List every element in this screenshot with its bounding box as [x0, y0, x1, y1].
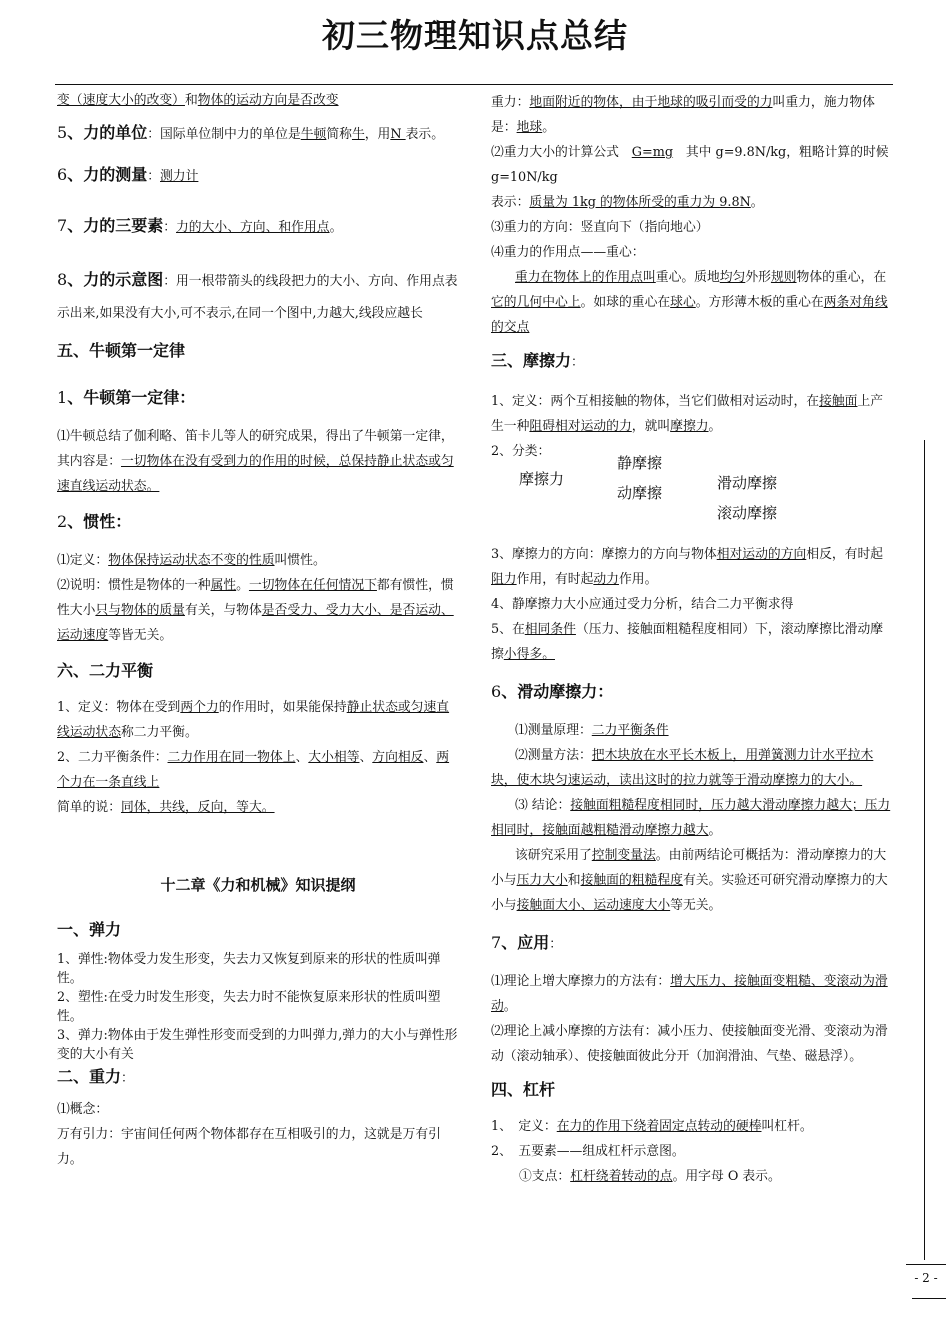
heading-newton-first-law: 1、牛顿第一定律：: [57, 388, 196, 407]
gravity-meaning: 表示：质量为 1kg 的物体所受的重力为 9.8N。: [491, 195, 764, 210]
measure-principle: ⑴测量原理：二力平衡条件: [515, 723, 669, 738]
balance-summary: 简单的说：同体，共线，反向，等大。: [57, 800, 275, 815]
static-friction: 4、静摩擦力大小应通过受力分析，结合二力平衡求得: [491, 597, 794, 612]
force-diagram: 8、力的示意图：用一根带箭头的线段把力的大小、方向、作用点表示出来,如果没有大小,可不表示,在同一个图中,力越大,线段应越长: [57, 270, 458, 321]
friction-classification: [491, 454, 893, 542]
elasticity: 1、弹性:物体受力发生形变，失去力又恢复到原来的形状的性质叫弹性。: [57, 952, 441, 986]
margin-line: [924, 440, 925, 1260]
inertia-definition: ⑴定义：物体保持运动状态不变的性质叫惯性。: [57, 553, 326, 568]
page-number-underline: [912, 1298, 946, 1299]
class-rolling: 滚动摩擦: [717, 504, 778, 522]
gravity-direction: ⑶重力的方向：竖直向下（指向地心）: [491, 220, 709, 235]
increase-friction: ⑴理论上增大摩擦力的方法有：增大压力、接触面变粗糙、变滚动为滑动。: [491, 974, 888, 1014]
plasticity: 2、塑性:在受力时发生形变，失去力时不能恢复原来形状的性质叫塑性。: [57, 990, 441, 1024]
gravity-definition: 重力：地面附近的物体，由于地球的吸引而受的力叫重力，施力物体是：地球。: [491, 95, 875, 135]
friction-definition: 1、定义：两个互相接触的物体，当它们做相对运动时，在接触面上产生一种阻碍相对运动的力，就叫摩擦力。: [491, 394, 884, 434]
section-newton-first-law: 五、牛顿第一定律: [57, 341, 186, 360]
rolling-vs-sliding: 5、在相同条件（压力、接触面粗糙程度相同）下，滚动摩擦比滑动摩擦小得多。: [491, 622, 884, 662]
class-sliding: 滑动摩擦: [717, 474, 778, 492]
section-elastic-force: 一、弹力: [57, 920, 122, 939]
heading-application: 7、应用：: [491, 933, 562, 952]
measure-conclusion: ⑶ 结论：接触面粗糙程度相同时，压力越大滑动摩擦力越大；压力相同时，接触面越粗糙滑动摩擦力越大。: [491, 798, 891, 838]
balance-conditions: 2、二力平衡条件：二力作用在同一物体上、大小相等、方向相反、两个力在一条直线上: [57, 750, 450, 790]
heading-sliding-friction: 6、滑动摩擦力：: [491, 682, 614, 701]
force-three-elements: 7、力的三要素：力的大小、方向、和作用点。: [57, 216, 343, 235]
class-kinetic: 动摩擦: [617, 484, 663, 502]
left-column: [57, 90, 459, 1172]
page-number: - 2 -: [906, 1264, 946, 1285]
force-measurement: 6、力的测量：测力计: [57, 165, 199, 184]
control-variable: 该研究采用了控制变量法。由前两结论可概括为：滑动摩擦力的大小与压力大小和接触面的粗糙程度有关。实验还可研究滑动摩擦力的大小与接触面大小、运动速度大小等无关。: [491, 848, 888, 913]
lever-fulcrum: ①支点：杠杆绕着转动的点。用字母 O 表示。: [519, 1169, 781, 1184]
chapter-title: 十二章《力和机械》知识提纲: [160, 876, 356, 894]
balance-definition: 1、定义：物体在受到两个力的作用时，如果能保持静止状态或匀速直线运动状态称二力平衡。: [57, 700, 450, 740]
force-unit: 5、力的单位：国际单位制中力的单位是牛顿简称牛，用N 表示。: [57, 123, 444, 142]
universal-gravitation: 万有引力：宇宙间任何两个物体都存在互相吸引的力，这就是万有引力。: [57, 1127, 441, 1167]
gravity-point: ⑷重力的作用点——重心：: [491, 245, 645, 260]
decrease-friction: ⑵理论上减小摩擦的方法有：减小压力、使接触面变光滑、变滚动为滑动（滚动轴承）、使接触面彼此分开（加润滑油、气垫、磁悬浮）。: [491, 1024, 888, 1064]
lever-five-elements: 2、 五要素——组成杠杆示意图。: [491, 1144, 685, 1159]
inertia-explanation: ⑵说明：惯性是物体的一种属性。一切物体在任何情况下都有惯性，惯性大小只与物体的质量有关，与物体是否受力、受力大小、是否运动、运动速度等皆无关。: [57, 578, 454, 643]
gravity-concept: ⑴概念：: [57, 1102, 109, 1117]
paragraph-continued: 变（速度大小的改变）和物体的运动方向是否改变: [57, 93, 339, 108]
lever-definition: 1、 定义：在力的作用下绕着固定点转动的硬棒叫杠杆。: [491, 1119, 813, 1134]
section-gravity: 二、重力：: [57, 1067, 134, 1086]
right-column: [491, 90, 893, 1189]
newton-first-law-content: ⑴牛顿总结了伽利略、笛卡儿等人的研究成果，得出了牛顿第一定律，其内容是：一切物体在没有受到力的作用的时候，总保持静止状态或匀速直线运动状态。: [57, 429, 454, 494]
measure-method: ⑵测量方法：把木块放在水平长木板上，用弹簧测力计水平拉木块，使木块匀速运动，读出这时的拉力就等于滑动摩擦力的大小。: [491, 748, 874, 788]
friction-direction: 3、摩擦力的方向：摩擦力的方向与物体相对运动的方向相反，有时起阻力作用，有时起动力作用。: [491, 547, 884, 587]
class-root: 摩擦力: [519, 470, 565, 488]
friction-classification-label: 2、分类：: [491, 444, 551, 459]
section-lever: 四、杠杆: [491, 1080, 556, 1099]
page-title: 初三物理知识点总结: [322, 16, 628, 55]
heading-inertia: 2、惯性：: [57, 512, 132, 531]
center-of-gravity: 重力在物体上的作用点叫重心。质地均匀外形规则物体的重心，在它的几何中心上。如球的重心在球心。方形薄木板的重心在两条对角线的交点: [491, 270, 888, 335]
class-static: 静摩擦: [617, 454, 663, 472]
elastic-force: 3、弹力:物体由于发生弹性形变而受到的力叫弹力,弹力的大小与弹性形变的大小有关: [57, 1028, 458, 1062]
gravity-formula: ⑵重力大小的计算公式 G=mg 其中 g=9.8N/kg，粗略计算的时候 g=10N/kg: [491, 145, 889, 185]
title-divider: [55, 84, 893, 85]
section-two-force-balance: 六、二力平衡: [57, 661, 154, 680]
section-friction: 三、摩擦力：: [491, 351, 584, 370]
